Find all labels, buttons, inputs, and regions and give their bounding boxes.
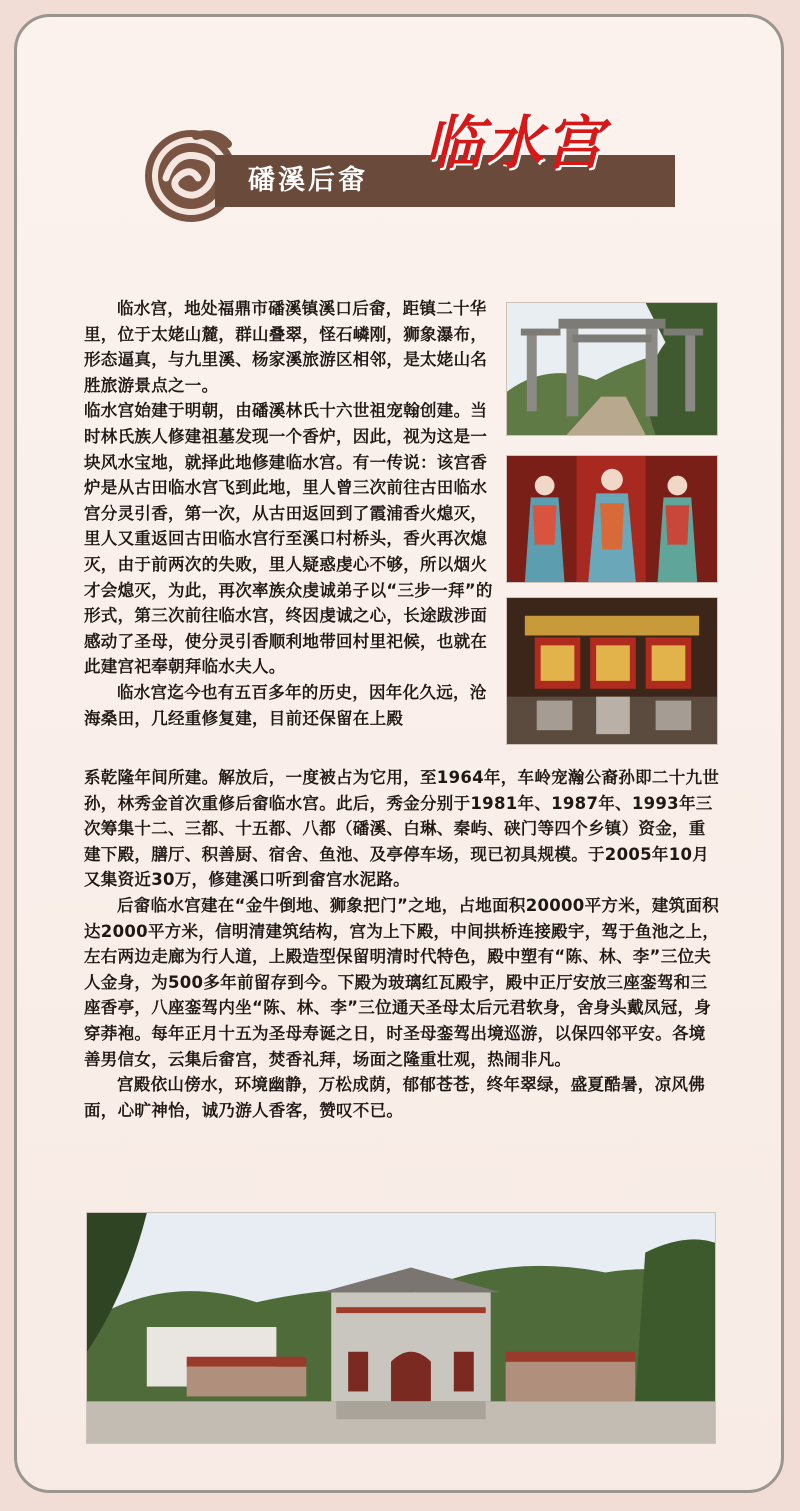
paragraph-history: 临水宫始建于明朝，由磻溪林氏十六世祖宠翰创建。当时林氏族人修建祖墓发现一个香炉，因此，视为这是一块风水宝地，就择此地修建临水宫。有一传说：该宫香炉是从古田临水宫飞到此地，里人曾三次前往古田临水宫分灵引香，第一次，从古田返回到了霞浦香火熄灭，里人又重返回古田临水宫行至溪口村桥头，香火再次熄灭，由于前两次的失败，里人疑惑虔心不够，所以烟火才会熄灭，为此，再次率族众虔诚弟子以“三步一拜”的形式，第三次前往临水宫，终因虔诚之心，长途跋涉面感动了圣母，使分灵引香顺利地带回村里祀候，也就在此建宫祀奉朝拜临水夫人。 <box>84 401 493 677</box>
paragraph-age: 临水宫迄今也有五百多年的历史，因年化久远，沧海桑田，几经重修复建，目前还保留在上殿 <box>84 682 487 728</box>
paragraph-scenery: 宫殿依山傍水，环境幽静，万松成荫，郁郁苍苍，终年翠绿，盛夏酷暑，凉风佛面，心旷神怡，诚乃游人香客，赞叹不已。 <box>84 1075 705 1120</box>
gate-photo <box>506 302 718 436</box>
paragraph-intro: 临水宫，地处福鼎市磻溪镇溪口后畲，距镇二十华里，位于太姥山麓，群山叠翠，怪石嶙刚，狮象瀑布，形态逼真，与九里溪、杨家溪旅游区相邻，是太姥山名胜旅游景点之一。 <box>84 299 488 395</box>
paragraph-architecture: 后畲临水宫建在“金牛倒地、狮象把门”之地，占地面积20000平方米，建筑面积达2000平方米，信明清建筑结构，宫为上下殿，中间拱桥连接殿宇，驾于鱼池之上，左右两边走廊为行人道，上殿造型保留明清时代特色，殿中塑有“陈、林、李”三位夫人金身，为500多年前留存到今。下殿为玻璃红瓦殿宇，殿中正厅安放三座銮驾和三座香亭，八座銮驾内坐“陈、林、李”三位通天圣母太后元君软身，舍身头戴凤冠，身穿莽袍。每年正月十五为圣母寿诞之日，时圣母銮驾出境巡游，以保四邻平安。各境善男信女，云集后畲宫，焚香礼拜，场面之隆重壮观，热闹非凡。 <box>84 895 720 1069</box>
altar-photo <box>506 597 718 745</box>
header-subtitle: 磻溪后畲 <box>248 165 368 196</box>
page-title: 临水宫 <box>425 109 606 177</box>
temple-panorama-photo <box>86 1212 716 1444</box>
intro-text <box>84 296 498 731</box>
paragraph-restoration: 系乾隆年间所建。解放后，一度被占为它用，至1964年，车岭宠瀚公裔孙即二十九世孙，林秀金首次重修后畲临水宫。此后，秀金分别于1981年、1987年、1993年三次筹集十二、三都、十五都、八都（磻溪、白琳、秦屿、硖门等四个乡镇）资金，重建下殿，膳厅、积善厨、宿舍、鱼池、及亭停车场，现已初具规模。于2005年10月又集资近30万，修建溪口听到畲宫水泥路。 <box>84 768 720 890</box>
statues-photo <box>506 455 718 583</box>
main-text <box>84 765 720 1123</box>
